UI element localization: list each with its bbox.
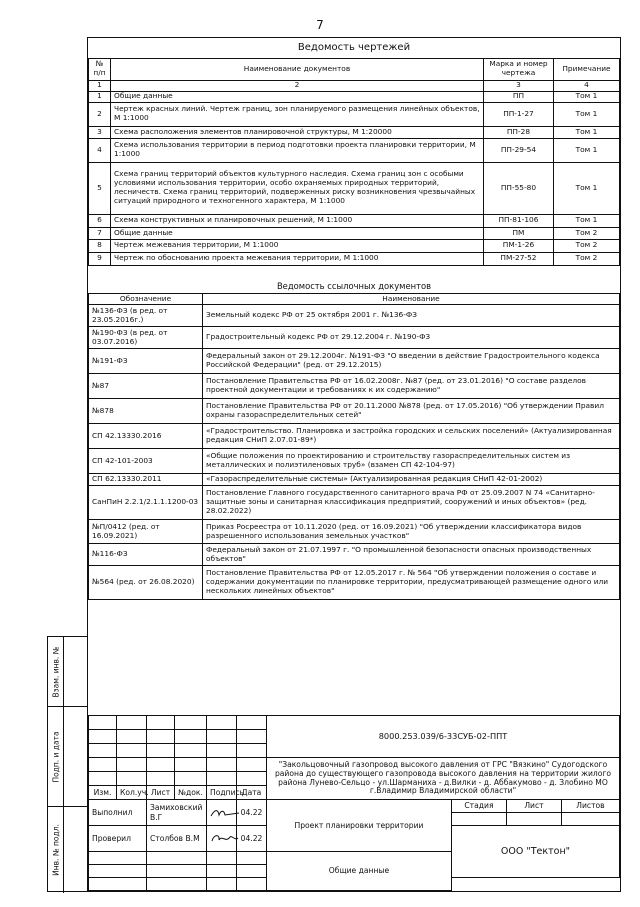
col-header-num: № п/п (89, 58, 111, 80)
row-name: Чертеж межевания территории, М 1:1000 (111, 239, 484, 252)
ref-name: Приказ Росреестра от 10.11.2020 (ред. от 16.09.2021) "Об утверждении классификатора видов разрешенного использования земельных участков" (203, 520, 620, 544)
row-name: Чертеж по обоснованию проекта межевания территории, М 1:1000 (111, 252, 484, 265)
table-row (89, 126, 620, 138)
ref-name: Постановление Правительства РФ от 16.02.2008г. №87 (ред. от 23.01.2016) "О составе разделов проектной документации и требованиях к их содержанию" (203, 374, 620, 399)
ref-code: №564 (ред. от 26.08.2020) (89, 566, 203, 600)
date-performed: 04.22 (237, 800, 267, 826)
table-row (89, 162, 620, 214)
stamp-col-izm: Изм. (89, 786, 117, 800)
sheet-header: Лист (506, 800, 561, 813)
ref-name: «Газораспределительные системы» (Актуализированная редакция СНиП 42-01-2002) (203, 474, 620, 486)
stamp-col-list: Лист (147, 786, 175, 800)
row-name: Общие данные (111, 227, 484, 239)
role-performed: Выполнил (89, 800, 147, 826)
signature-scribble (210, 807, 240, 819)
ref-name: Федеральный закон от 21.07.1997 г. "О промышленной безопасности опасных производственных объектов" (203, 544, 620, 566)
row-note: Том 1 (553, 162, 619, 214)
table-row (89, 102, 620, 126)
table-row (89, 305, 620, 327)
table-row (89, 349, 620, 374)
row-note: Том 1 (553, 138, 619, 162)
stamp-col-podp: Подпись (207, 786, 237, 800)
stamp-col-data: Дата (237, 786, 267, 800)
ref-code: СанПиН 2.2.1/2.1.1.1200-03 (89, 486, 203, 520)
row-note: Том 1 (553, 91, 619, 102)
refs-table (88, 266, 620, 601)
ref-code: №87 (89, 374, 203, 399)
row-mark: ПМ-1-26 (483, 239, 553, 252)
row-num: 7 (89, 227, 111, 239)
row-mark: ПП (483, 91, 553, 102)
ref-code: №878 (89, 399, 203, 424)
document-name: Общие данные (267, 852, 452, 891)
refs-title: Ведомость ссылочных документов (89, 266, 620, 294)
stage-header: Стадия (451, 800, 506, 813)
ref-code: №116-ФЗ (89, 544, 203, 566)
ref-code: №П/0412 (ред. от 16.09.2021) (89, 520, 203, 544)
row-num: 4 (89, 138, 111, 162)
section-title: Проект планировки территории (267, 800, 452, 852)
side-cell-podp (48, 707, 87, 807)
row-mark: ПП-55-80 (483, 162, 553, 214)
row-note: Том 1 (553, 214, 619, 227)
side-label-podp: Подп. и дата (51, 730, 60, 783)
col-header-code: Обозначение (89, 294, 203, 305)
object-title: "Закольцовочный газопровод высокого давления от ГРС "Вязкино" Судогодского района до существующего газопровода высокого давления на территории жилого района Лунево-Сельцо - ул.Шарманиха - д.Вилки - д. Аббакумово - д. Злобино МО г.Владимир Владимирской области" (267, 758, 620, 800)
row-mark: ПП-29-54 (483, 138, 553, 162)
side-cell-vzam (48, 637, 87, 707)
col-number: 3 (483, 80, 553, 91)
date-checked: 04.22 (237, 826, 267, 852)
row-num: 1 (89, 91, 111, 102)
ref-name: Постановление Главного государственного санитарного врача РФ от 25.09.2007 N 74 «Санитарно-защитные зоны и санитарная классификация предприятий, сооружений и иных объектов» (ред. 28.02.2022) (203, 486, 620, 520)
ref-name: Постановление Правительства РФ от 12.05.2017 г. № 564 "Об утверждении положения о составе и содержании документации по планировке территории, предусматривающей размещение одного или нескольких линейных объектов" (203, 566, 620, 600)
table-row (89, 227, 620, 239)
drawings-table (88, 38, 620, 266)
title-block (88, 715, 620, 891)
row-num: 5 (89, 162, 111, 214)
row-mark: ПП-1-27 (483, 102, 553, 126)
side-label-vzam: Взам. инв. № (51, 646, 60, 697)
row-mark: ПП-28 (483, 126, 553, 138)
name-performed: Замиховский В.Г (147, 800, 207, 826)
document-code: 8000.253.039/6-33СУБ-02-ППТ (267, 716, 620, 758)
table-row (89, 449, 620, 474)
row-num: 2 (89, 102, 111, 126)
ref-name: Земельный кодекс РФ от 25 октября 2001 г. №136-ФЗ (203, 305, 620, 327)
table-row (89, 138, 620, 162)
col-number: 1 (89, 80, 111, 91)
table-row (89, 486, 620, 520)
col-number: 2 (111, 80, 484, 91)
table-row (89, 252, 620, 265)
signature-checked (207, 826, 237, 852)
ref-name: «Градостроительство. Планировка и застройка городских и сельских поселений» (Актуализированная редакция СНиП 2.07.01-89*) (203, 424, 620, 449)
table-row (89, 239, 620, 252)
side-stamp (47, 636, 87, 892)
col-header-note: Примечание (553, 58, 619, 80)
stamp-table (88, 715, 620, 891)
row-mark: ПМ-27-52 (483, 252, 553, 265)
row-note: Том 2 (553, 227, 619, 239)
stamp-col-kol: Кол.уч. (117, 786, 147, 800)
row-name: Схема границ территорий объектов культурного наследия. Схема границ зон с особыми условиями использования территории, особо охраняемых природных территорий, лесничеств. Схема границ территорий, подверженных риску возникновения чрезвычайных ситуаций природного и техногенного характера, М 1:1000 (111, 162, 484, 214)
row-num: 3 (89, 126, 111, 138)
col-header-refname: Наименование (203, 294, 620, 305)
side-label-inv: Инв. № подл. (51, 824, 60, 876)
row-num: 8 (89, 239, 111, 252)
row-note: Том 2 (553, 239, 619, 252)
page-number: 7 (316, 18, 324, 32)
row-name: Общие данные (111, 91, 484, 102)
table-row (89, 544, 620, 566)
col-number: 4 (553, 80, 619, 91)
ref-name: «Общие положения по проектированию и строительству газораспределительных систем из металлических и полиэтиленовых труб» (взамен СП 42-104-97) (203, 449, 620, 474)
row-name: Схема использования территории в период подготовки проекта планировки территории, М 1:1000 (111, 138, 484, 162)
row-note: Том 2 (553, 252, 619, 265)
row-num: 9 (89, 252, 111, 265)
ref-code: №136-ФЗ (в ред. от 23.05.2016г.) (89, 305, 203, 327)
row-mark: ПП-81-106 (483, 214, 553, 227)
ref-code: СП 42.13330.2016 (89, 424, 203, 449)
ref-name: Постановление Правительства РФ от 20.11.2000 №878 (ред. от 17.05.2016) "Об утверждении Правил охраны газораспределительных сетей" (203, 399, 620, 424)
drawings-title: Ведомость чертежей (89, 38, 620, 58)
row-num: 6 (89, 214, 111, 227)
table-row (89, 214, 620, 227)
row-note: Том 1 (553, 102, 619, 126)
ref-name: Федеральный закон от 29.12.2004г. №191-ФЗ "О введении в действие Градостроительного кодекса Российской Федерации" (ред. от 29.12.2015) (203, 349, 620, 374)
sheet-frame (87, 37, 621, 892)
ref-name: Градостроительный кодекс РФ от 29.12.2004 г. №190-ФЗ (203, 327, 620, 349)
organization: ООО "Тектон" (451, 826, 619, 878)
name-checked: Столбов В.М (147, 826, 207, 852)
col-header-name: Наименование документов (111, 58, 484, 80)
sheets-header: Листов (561, 800, 619, 813)
row-name: Чертеж красных линий. Чертеж границ, зон планируемого размещения линейных объектов, М 1:1000 (111, 102, 484, 126)
table-row (89, 566, 620, 600)
col-header-mark: Марка и номер чертежа (483, 58, 553, 80)
table-row (89, 374, 620, 399)
role-checked: Проверил (89, 826, 147, 852)
ref-code: №191-ФЗ (89, 349, 203, 374)
table-row (89, 474, 620, 486)
table-row (89, 424, 620, 449)
row-name: Схема конструктивных и планировочных решений, М 1:1000 (111, 214, 484, 227)
stamp-col-ndok: №док. (175, 786, 207, 800)
ref-code: СП 42-101-2003 (89, 449, 203, 474)
side-cell-inv (48, 807, 87, 893)
ref-code: СП 62.13330.2011 (89, 474, 203, 486)
table-row (89, 520, 620, 544)
row-note: Том 1 (553, 126, 619, 138)
table-row (89, 327, 620, 349)
ref-code: №190-ФЗ (в ред. от 03.07.2016) (89, 327, 203, 349)
signature-performed (207, 800, 237, 826)
row-name: Схема расположения элементов планировочной структуры, М 1:20000 (111, 126, 484, 138)
signature-scribble (210, 833, 240, 845)
table-row (89, 91, 620, 102)
row-mark: ПМ (483, 227, 553, 239)
table-row (89, 399, 620, 424)
